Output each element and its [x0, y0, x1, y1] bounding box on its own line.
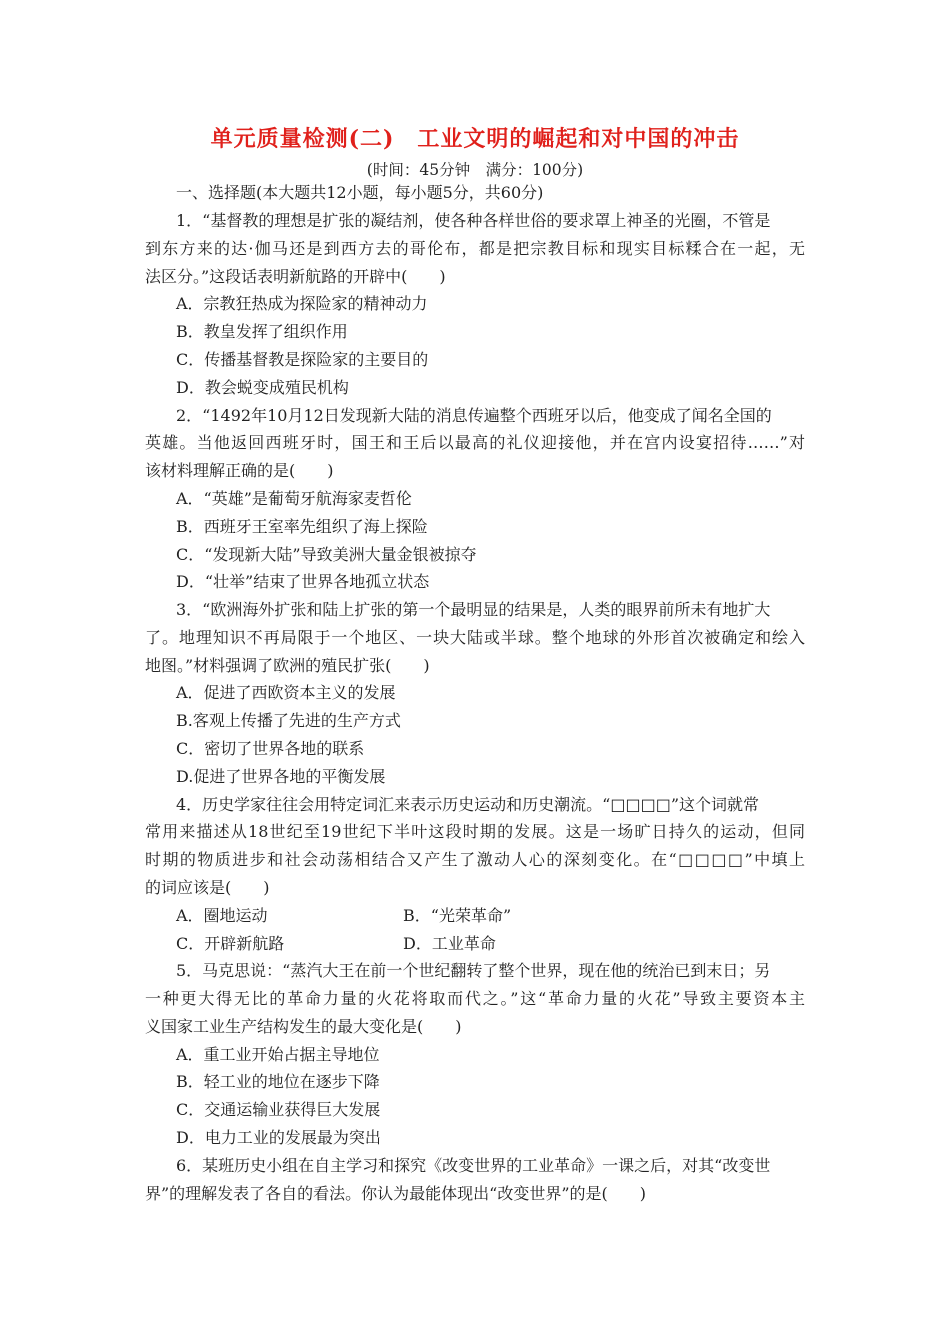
question-4-line-1: 4．历史学家往往会用特定词汇来表示历史运动和历史潮流。“□□□□”这个词就常	[176, 795, 760, 814]
question-2-option-a: A．“英雄”是葡萄牙航海家麦哲伦	[176, 489, 412, 508]
question-4-option-a: A．圈地运动	[176, 906, 268, 925]
question-2-line-2: 英雄。当他返回西班牙时，国王和王后以最高的礼仪迎接他，并在宫内设宴招待……”对	[145, 433, 805, 452]
question-4-line-4: 的词应该是( )	[145, 878, 270, 897]
question-1-option-a: A．宗教狂热成为探险家的精神动力	[176, 294, 428, 313]
section-heading: 一、选择题(本大题共12小题，每小题5分，共60分)	[176, 183, 544, 202]
question-1-line-2: 到东方来的达·伽马还是到西方去的哥伦布，都是把宗教目标和现实目标糅合在一起，无	[145, 239, 805, 258]
question-3-line-1: 3．“欧洲海外扩张和陆上扩张的第一个最明显的结果是，人类的眼界前所未有地扩大	[176, 600, 771, 619]
question-1-line-1: 1．“基督教的理想是扩张的凝结剂，使各种各样世俗的要求罩上神圣的光圈，不管是	[176, 211, 771, 230]
question-4-option-b: B．“光荣革命”	[403, 906, 512, 925]
question-5-option-b: B．轻工业的地位在逐步下降	[176, 1072, 380, 1091]
question-3-line-3: 地图。”材料强调了欧洲的殖民扩张( )	[145, 656, 430, 675]
document-subtitle: (时间：45分钟 满分：100分)	[366, 161, 584, 179]
question-3-option-b: B.客观上传播了先进的生产方式	[176, 711, 401, 730]
question-3-option-a: A．促进了西欧资本主义的发展	[176, 683, 396, 702]
question-4-line-2: 常用来描述从18世纪至19世纪下半叶这段时期的发展。这是一场旷日持久的运动，但同	[145, 822, 805, 841]
question-2-option-d: D．“壮举”结束了世界各地孤立状态	[176, 572, 430, 591]
question-4-option-c: C．开辟新航路	[176, 934, 285, 953]
question-6-line-2: 界”的理解发表了各自的看法。你认为最能体现出“改变世界”的是( )	[145, 1184, 647, 1203]
question-3-option-d: D.促进了世界各地的平衡发展	[176, 767, 386, 786]
question-1-option-d: D．教会蜕变成殖民机构	[176, 378, 349, 397]
question-5-option-c: C．交通运输业获得巨大发展	[176, 1100, 381, 1119]
question-5-option-d: D．电力工业的发展最为突出	[176, 1128, 381, 1147]
question-5-line-3: 义国家工业生产结构发生的最大变化是( )	[145, 1017, 462, 1036]
question-2-option-b: B．西班牙王室率先组织了海上探险	[176, 517, 428, 536]
question-5-line-1: 5．马克思说：“蒸汽大王在前一个世纪翻转了整个世界，现在他的统治已到末日；另	[176, 961, 771, 980]
question-3-line-2: 了。地理知识不再局限于一个地区、一块大陆或半球。整个地球的外形首次被确定和绘入	[145, 628, 805, 647]
document-title: 单元质量检测(二) 工业文明的崛起和对中国的冲击	[210, 126, 740, 152]
question-5-option-a: A．重工业开始占据主导地位	[176, 1045, 380, 1064]
question-3-option-c: C．密切了世界各地的联系	[176, 739, 365, 758]
question-2-line-1: 2．“1492年10月12日发现新大陆的消息传遍整个西班牙以后，他变成了闻名全国的	[176, 406, 772, 425]
question-1-option-c: C．传播基督教是探险家的主要目的	[176, 350, 429, 369]
question-4-option-d: D．工业革命	[403, 934, 496, 953]
question-2-line-3: 该材料理解正确的是( )	[145, 461, 334, 480]
question-4-line-3: 时期的物质进步和社会动荡相结合又产生了激动人心的深刻变化。在“□□□□”中填上	[145, 850, 805, 869]
question-5-line-2: 一种更大得无比的革命力量的火花将取而代之。”这“革命力量的火花”导致主要资本主	[145, 989, 805, 1008]
question-6-line-1: 6．某班历史小组在自主学习和探究《改变世界的工业革命》一课之后，对其“改变世	[176, 1156, 771, 1175]
question-2-option-c: C．“发现新大陆”导致美洲大量金银被掠夺	[176, 545, 477, 564]
question-1-line-3: 法区分。”这段话表明新航路的开辟中( )	[145, 267, 446, 286]
question-1-option-b: B．教皇发挥了组织作用	[176, 322, 348, 341]
